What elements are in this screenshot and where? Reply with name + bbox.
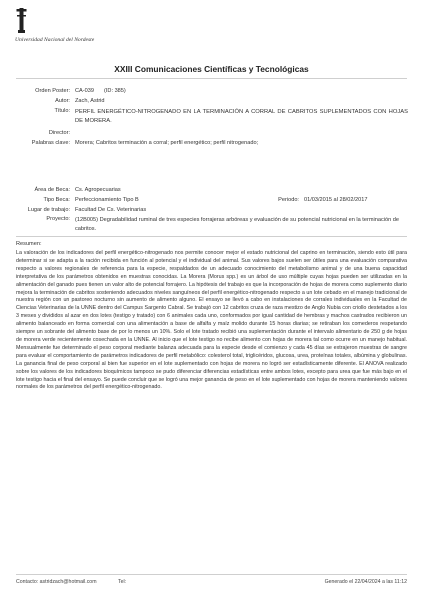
resumen-divider bbox=[16, 236, 407, 237]
autor-value: Zach, Astrid bbox=[75, 98, 105, 104]
university-emblem-icon bbox=[15, 6, 28, 34]
header-divider bbox=[16, 78, 407, 79]
university-logo bbox=[15, 6, 95, 46]
contact-tel: Tel: bbox=[118, 579, 127, 585]
autor-label: Autor: bbox=[55, 98, 70, 104]
resumen-label: Resumen: bbox=[16, 241, 42, 247]
resumen-text: La valoración de los indicadores del perfil energético-nitrogenado nos permite conocer mejor el estado nutricional del caprino en terminación, siendo esto útil para determinar si se adapta a la ración recibida en función al potencial y el individual del animal. Sus valores bajos suelen ser útiles para una evaluación comparativa respecto a valores regionales de referencia para la especie, respaldados de un adecuado conocimiento del metabolismo animal y de una buena capacidad interpretativa de los parámetros obtenidos en muestras conocidas. La Morera (Morus spp.) es un árbol de uso múltiple cuyas hojas pueden ser utilizadas en la alimentación del ganado pues tienen un valor alto de potencial forrajero. La hipótesis del trabajo es que la incorporación de hojas de morera como suplemento diario mejora la terminación de cabritos sosteniendo adecuados niveles sanguíneos del perfil energético-nitrogenado respecto a un lote cebado en el manejo tradicional de nuestra región con un pastoreo nocturno sin aumento de alimento alguno. El ensayo se llevó a cabo en instalaciones de corrales individuales en la Facultad de Ciencias Veterinarias de la UNNE dentro del Campus Sargento Cabral. Se trabajó con 12 cabritos cruza de raza mestizo de Anglo Nubia con criollo destetados a los 3 meses y divididos al azar en dos lotes (testigo y tratado) con 6 animales cada uno, conformados por igual cantidad de hembras y machos castrados recibieron un alimento balanceado en forma comercial con una alimentación a base de alfalfa y maíz molido durante 15 horas diarias; se retiraban los comederos respetando siempre un sobrante del alimento base de por lo menos un 10%. Solo el lote tratado recibió una suplementación durante el intervalo alimentario de 250 g de hojas de morera verde recientemente cosechada en la UNNE. Al inicio que el lote testigo no recibe alimento con hojas de morera tal como ocurre en un manejo habitual. Mensualmente fue determinado el peso corporal mediante balanza adecuada para la especie desde el comienzo y cada 45 días se extrajeron muestras de sangre para evaluar el comportamiento de parámetros indicadores de perfil metabólico: colesterol total, triglicéridos, glucosa, urea, proteínas totales, albúmina y globulinas. La ganancia final de peso corporal al bien fue superior en el lote suplementado con hojas de morera no logró ser estadísticamente diferente. El ANOVA realizado sobre los valores de los indicadores bioquímicos tampoco se pudo diferenciar diferencias estadísticas entre ambos lotes, excepto para urea que fue más bajo en el lote testigo hacia el final del ensayo. Se puede concluir que se logró una mejor ganancia de peso en el lote suplementado con hojas de morera manteniendo valores normales de los parámetros del perfil energético-nitrogenado. bbox=[16, 250, 407, 391]
palabras-clave-label: Palabras clave: bbox=[31, 140, 70, 146]
area-beca-label: Área de Beca: bbox=[34, 187, 70, 193]
lugar-trabajo-label: Lugar de trabajo: bbox=[27, 207, 70, 213]
proyecto-value: (12B005) Degradabilidad ruminal de tres especies forrajeras arbóreas y evaluación de su potencial nutricional en la terminación de cabritos. bbox=[75, 217, 400, 232]
university-name: Universidad Nacional del Nordeste bbox=[15, 37, 95, 43]
palabras-clave-value: Morera; Cabritos terminación a corral; perfil energético; perfil nitrogenado; bbox=[75, 140, 259, 146]
orden-poster-code: (ID: 385) bbox=[104, 88, 126, 94]
titulo-label: Título: bbox=[54, 108, 70, 114]
titulo-value: PERFIL ENERGÉTICO-NITROGENADO EN LA TERMINACIÓN A CORRAL DE CABRITOS SUPLEMENTADOS CON HOJAS DE MORERA. bbox=[75, 109, 408, 124]
lugar-trabajo-value: Facultad De Cs. Veterinarias bbox=[75, 207, 147, 213]
event-title: XXIII Comunicaciones Científicas y Tecnológicas bbox=[114, 64, 309, 74]
periodo-value: 01/03/2015 al 28/02/2017 bbox=[304, 197, 368, 203]
area-beca-value: Cs. Agropecuarias bbox=[75, 187, 121, 193]
tipo-beca-label: Tipo Beca: bbox=[43, 197, 70, 203]
director-label: Director: bbox=[48, 130, 70, 136]
generated-date: Generado el 22/04/2024 a las 11:12 bbox=[324, 579, 407, 585]
tipo-beca-value: Perfeccionamiento Tipo B bbox=[75, 197, 139, 203]
periodo-label: Periodo: bbox=[278, 197, 299, 203]
contact-email: Contacto: astridzach@hotmail.com bbox=[16, 579, 97, 585]
orden-poster-value: CA-039 bbox=[75, 88, 94, 94]
orden-poster-label: Orden Poster: bbox=[35, 88, 70, 94]
footer-divider bbox=[16, 574, 407, 575]
proyecto-label: Proyecto: bbox=[46, 216, 70, 222]
